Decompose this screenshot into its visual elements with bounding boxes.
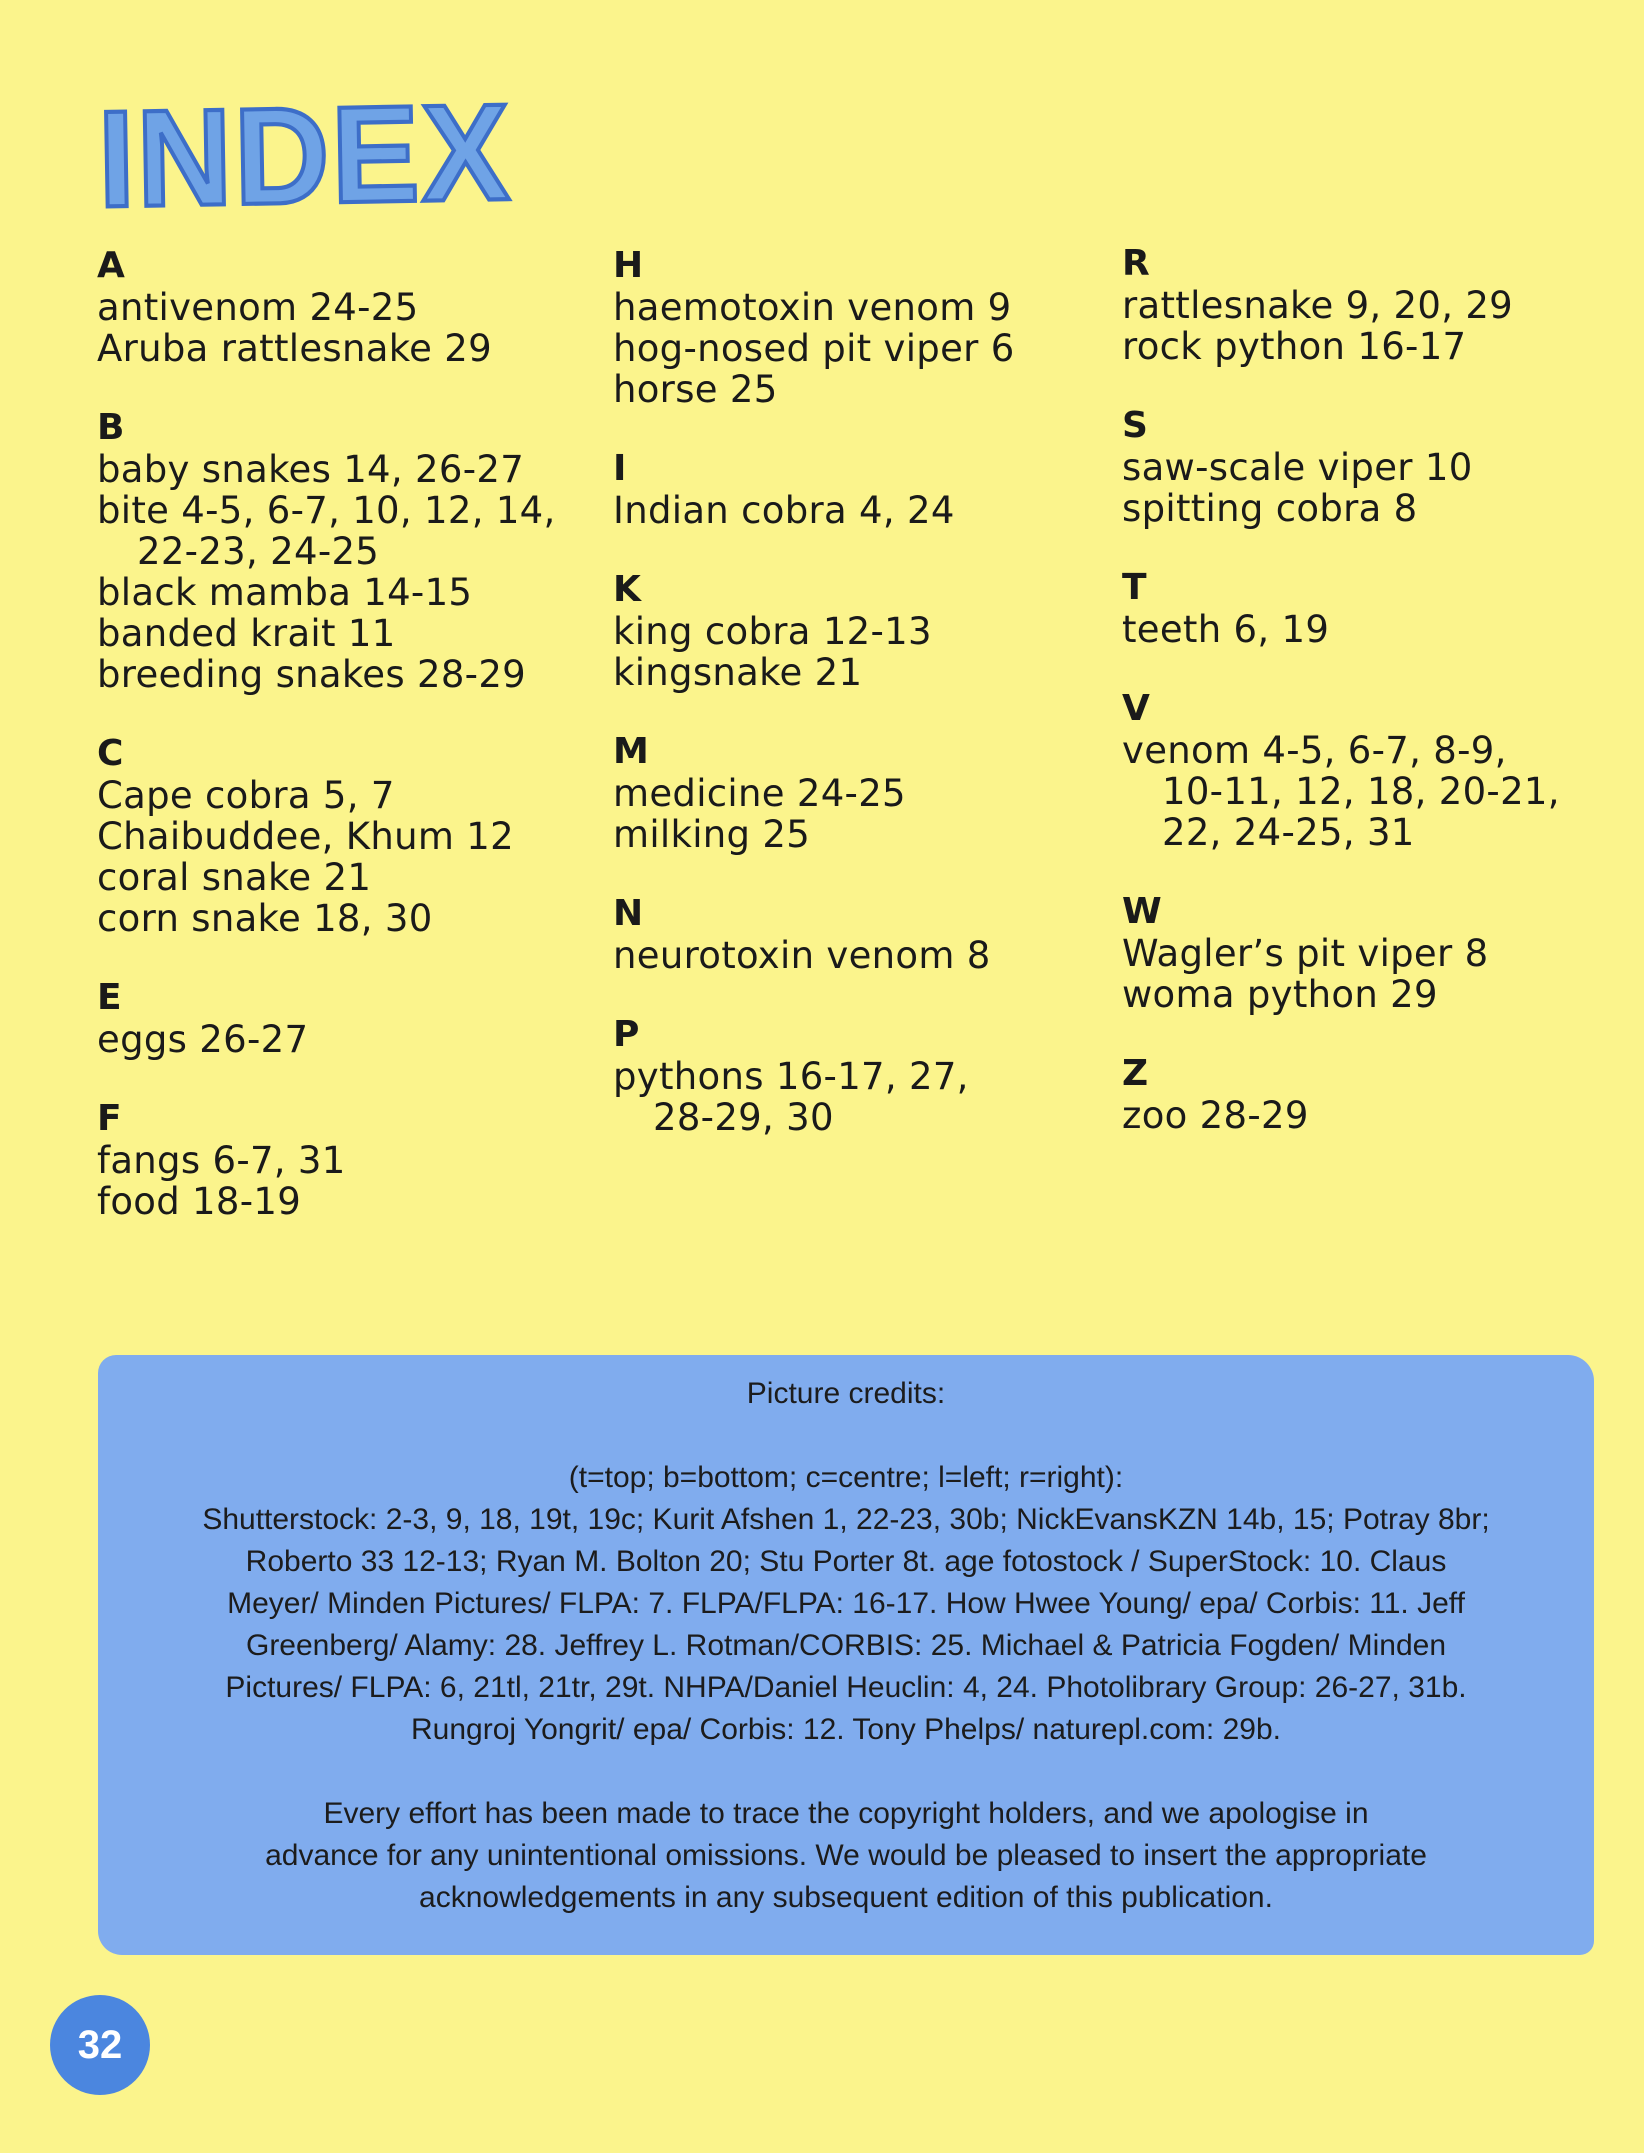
credits-line: Rungroj Yongrit/ epa/ Corbis: 12. Tony Phelps/ naturepl.com: 29b. [411, 1713, 1281, 1746]
index-entry-text: teeth 6, 19 [1122, 608, 1330, 651]
index-entry [97, 1140, 597, 1181]
index-letter: W [1122, 891, 1162, 932]
index-entry-continuation: 28-29, 30 [653, 1096, 834, 1139]
index-letter: H [613, 245, 644, 286]
index-entry-text: kingsnake 21 [613, 651, 863, 694]
index-entry-text: milking 25 [613, 813, 811, 856]
index-group-p [613, 1014, 1113, 1138]
index-entry [1122, 1095, 1622, 1136]
index-entry [1122, 285, 1622, 326]
index-entry-text: coral snake 21 [97, 856, 372, 899]
index-entry-text: haemotoxin venom 9 [613, 286, 1012, 329]
index-entry [613, 773, 1113, 814]
credits-line: Greenberg/ Alamy: 28. Jeffrey L. Rotman/CORBIS: 25. Michael & Patricia Fogden/ Minden [245, 1629, 1446, 1662]
page-number-badge: 32 [50, 1995, 150, 2095]
index-letter: M [613, 731, 649, 772]
index-letter: F [97, 1098, 122, 1139]
index-entry [613, 287, 1113, 328]
index-group-k [613, 569, 1113, 693]
index-letter: N [613, 893, 644, 934]
index-letter: T [1122, 567, 1147, 608]
index-entry-text: pythons 16-17, 27, [613, 1055, 969, 1098]
index-entry [613, 935, 1113, 976]
index-entry [97, 1181, 597, 1222]
index-column-2 [613, 245, 1113, 1176]
index-letter: S [1122, 405, 1148, 446]
index-entry-continuation: 10-11, 12, 18, 20-21, [1162, 770, 1560, 813]
index-letter: R [1122, 243, 1150, 284]
index-letter: A [97, 245, 125, 286]
index-entry [613, 814, 1113, 855]
index-group-n [613, 893, 1113, 976]
index-column-1 [97, 245, 597, 1260]
index-entry [613, 652, 1113, 693]
index-entry [1122, 326, 1622, 367]
disclaimer-line: Every effort has been made to trace the copyright holders, and we apologise in [323, 1797, 1369, 1830]
index-group-z [1122, 1053, 1622, 1136]
index-entry [97, 328, 597, 369]
index-group-v [1122, 688, 1622, 853]
index-group-h [613, 245, 1113, 410]
index-entry-text: breeding snakes 28-29 [97, 653, 526, 696]
index-entry-text: medicine 24-25 [613, 772, 906, 815]
index-entry [97, 287, 597, 328]
index-entry-text: Aruba rattlesnake 29 [97, 327, 492, 370]
index-entry-text: fangs 6-7, 31 [97, 1139, 346, 1182]
index-entry [97, 490, 597, 572]
index-letter: Z [1122, 1053, 1149, 1094]
index-entry [97, 898, 597, 939]
index-entry-text: corn snake 18, 30 [97, 897, 433, 940]
index-entry-text: neurotoxin venom 8 [613, 934, 991, 977]
index-entry [97, 449, 597, 490]
index-letter: P [613, 1014, 640, 1055]
index-entry [1122, 447, 1622, 488]
index-group-s [1122, 405, 1622, 529]
index-group-i [613, 448, 1113, 531]
index-entry [97, 613, 597, 654]
index-entry-text: baby snakes 14, 26-27 [97, 448, 525, 491]
index-group-f [97, 1098, 597, 1222]
index-entry-text: food 18-19 [97, 1180, 302, 1223]
index-entry-text: Chaibuddee, Khum 12 [97, 815, 514, 858]
index-entry-text: bite 4-5, 6-7, 10, 12, 14, [97, 489, 556, 532]
index-entry-text: black mamba 14-15 [97, 571, 473, 614]
index-group-m [613, 731, 1113, 855]
credits-line: (t=top; b=bottom; c=centre; l=left; r=right): [568, 1461, 1124, 1494]
index-group-r [1122, 243, 1622, 367]
picture-credits-box [98, 1355, 1594, 1955]
index-entry [613, 369, 1113, 410]
index-entry-text: Wagler’s pit viper 8 [1122, 932, 1489, 975]
index-entry-text: woma python 29 [1122, 973, 1438, 1016]
index-entry [97, 654, 597, 695]
index-entry-text: king cobra 12-13 [613, 610, 932, 653]
index-entry [1122, 488, 1622, 529]
index-column-3 [1122, 243, 1622, 1174]
index-entry [613, 1056, 1113, 1138]
index-group-c [97, 733, 597, 939]
index-group-a [97, 245, 597, 369]
credits-heading: Picture credits: [746, 1377, 946, 1410]
index-entry-text: zoo 28-29 [1122, 1094, 1309, 1137]
index-letter: K [613, 569, 641, 610]
index-group-t [1122, 567, 1622, 650]
index-entry [613, 328, 1113, 369]
index-entry [1122, 974, 1622, 1015]
index-entry-text: eggs 26-27 [97, 1018, 309, 1061]
index-entry-text: Indian cobra 4, 24 [613, 489, 955, 532]
credits-line: Roberto 33 12-13; Ryan M. Bolton 20; Stu Porter 8t. age fotostock / SuperStock: 10. Claus [245, 1545, 1447, 1578]
index-entry-continuation: 22, 24-25, 31 [1162, 811, 1415, 854]
index-entry-text: spitting cobra 8 [1122, 487, 1418, 530]
index-entry [1122, 730, 1622, 853]
index-entry-continuation: 22-23, 24-25 [137, 530, 380, 573]
index-entry [1122, 609, 1622, 650]
index-entry-text: Cape cobra 5, 7 [97, 774, 395, 817]
index-entry-text: horse 25 [613, 368, 778, 411]
index-entry-text: banded krait 11 [97, 612, 396, 655]
index-entry-text: hog-nosed pit viper 6 [613, 327, 1015, 370]
credits-line: Meyer/ Minden Pictures/ FLPA: 7. FLPA/FLPA: 16-17. How Hwee Young/ epa/ Corbis: 11. Jeff [227, 1587, 1465, 1620]
index-entry-text: venom 4-5, 6-7, 8-9, [1122, 729, 1507, 772]
index-entry [1122, 933, 1622, 974]
credits-line: Shutterstock: 2-3, 9, 18, 19t, 19c; Kurit Afshen 1, 22-23, 30b; NickEvansKZN 14b, 15; Potray 8br; [202, 1503, 1490, 1536]
disclaimer-line: advance for any unintentional omissions. We would be pleased to insert the appropriate [265, 1839, 1427, 1872]
index-entry [97, 572, 597, 613]
disclaimer-line: acknowledgements in any subsequent edition of this publication. [419, 1881, 1273, 1914]
index-group-e [97, 977, 597, 1060]
index-entry-text: rock python 16-17 [1122, 325, 1467, 368]
index-entry [97, 816, 597, 857]
index-letter: I [613, 448, 627, 489]
index-entry [97, 857, 597, 898]
index-entry [613, 490, 1113, 531]
index-group-b [97, 407, 597, 695]
page-title: INDEX [96, 75, 513, 236]
index-entry-text: antivenom 24-25 [97, 286, 419, 329]
index-entry-text: rattlesnake 9, 20, 29 [1122, 284, 1514, 327]
index-letter: V [1122, 688, 1150, 729]
index-entry [97, 1019, 597, 1060]
credits-line: Pictures/ FLPA: 6, 21tl, 21tr, 29t. NHPA/Daniel Heuclin: 4, 24. Photolibrary Group: 26-27, 31b. [225, 1671, 1467, 1704]
index-entry-text: saw-scale viper 10 [1122, 446, 1473, 489]
index-entry [97, 775, 597, 816]
index-letter: E [97, 977, 122, 1018]
index-letter: C [97, 733, 124, 774]
index-entry [613, 611, 1113, 652]
index-group-w [1122, 891, 1622, 1015]
index-letter: B [97, 407, 125, 448]
